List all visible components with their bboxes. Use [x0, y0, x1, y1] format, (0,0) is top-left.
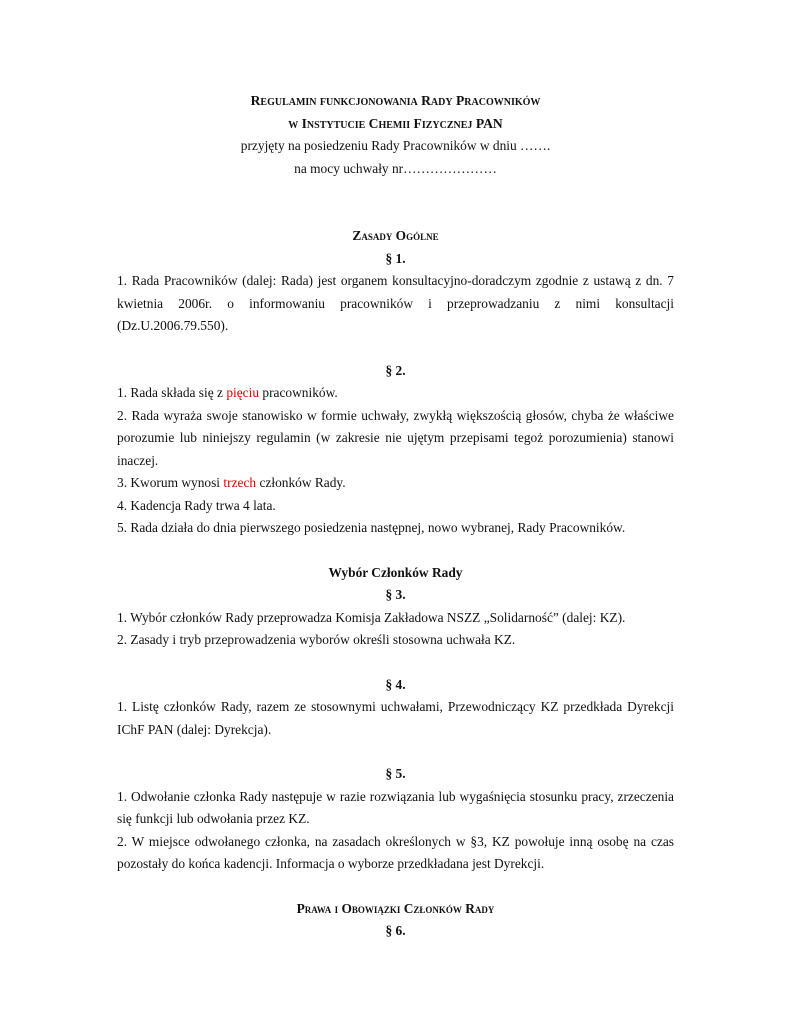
spacer [117, 741, 674, 763]
spacer [117, 338, 674, 360]
p5-item-1: 1. Odwołanie członka Rady następuje w razie rozwiązania lub wygaśnięcia stosunku pracy, zrzeczenia się funkcji lub odwołania przez KZ. [117, 788, 674, 826]
document-body [117, 90, 674, 943]
p2-item-2: 2. Rada wyraża swoje stanowisko w formie uchwały, zwykłą większością głosów, chyba że właściwe porozumie lub niniejszy regulamin (w zakresie nie ujętym przepisami tegoż porozumienia) stanowi inaczej. [117, 407, 674, 468]
paragraph-mark-6: § 6. [385, 923, 406, 938]
p2-item-3-text-a: 3. Kworum wynosi [117, 475, 224, 490]
spacer [117, 540, 674, 562]
document-title-line-1: Regulamin funkcjonowania Rady Pracowników [250, 93, 541, 108]
resolution-note: na mocy uchwały nr………………… [294, 160, 497, 176]
p4-item-1: 1. Listę członków Rady, razem ze stosownymi uchwałami, Przewodniczący KZ przedkłada Dyrekcji IChF PAN (dalej: Dyrekcja). [117, 699, 674, 737]
p2-item-3-highlight: trzech [223, 475, 257, 490]
p2-item-3-text-b: członków Rady. [256, 475, 346, 490]
p2-item-1-text-b: pracowników. [259, 385, 338, 400]
section-heading-election: Wybór Członków Rady [328, 564, 463, 580]
spacer [117, 180, 674, 225]
section-heading-general: Zasady Ogólne [352, 228, 439, 243]
spacer [117, 876, 674, 898]
p1-item-1: 1. Rada Pracowników (dalej: Rada) jest organem konsultacyjno-doradczym zgodnie z ustawą z dn. 7 kwietnia 2006r. o informowaniu pracowników i przeprowadzaniu z nimi konsultacji (Dz.U.2006.79.550). [117, 273, 674, 333]
spacer [117, 652, 674, 674]
section-heading-rights: Prawa i Obowiązki Członków Rady [296, 900, 495, 916]
p5-item-2: 2. W miejsce odwołanego członka, na zasadach określonych w §3, KZ powołuje inną osobę na czas pozostały do końca kadencji. Informacja o wyborze przedkładana jest Dyrekcji. [117, 833, 674, 871]
paragraph-mark-2: § 2. [385, 362, 406, 378]
paragraph-mark-3: § 3. [385, 587, 406, 602]
paragraph-mark-1: § 1. [385, 250, 406, 266]
p2-item-3 [117, 472, 674, 495]
p2-item-1 [117, 382, 674, 405]
paragraph-mark-4: § 4. [385, 676, 406, 692]
p3-item-2: 2. Zasady i tryb przeprowadzenia wyborów określi stosowna uchwała KZ. [117, 632, 516, 647]
p3-item-1: 1. Wybór członków Rady przeprowadza Komisja Zakładowa NSZZ „Solidarność” (dalej: KZ). [117, 609, 626, 625]
p2-item-1-highlight: pięciu [226, 385, 260, 400]
p2-item-1-text-a: 1. Rada składa się z [117, 385, 227, 400]
document-title-line-2: w Instytucie Chemii Fizycznej PAN [288, 115, 503, 131]
p2-item-5: 5. Rada działa do dnia pierwszego posiedzenia następnej, nowo wybranej, Rady Pracowników. [117, 520, 626, 535]
paragraph-mark-5: § 5. [385, 766, 406, 781]
adoption-note: przyjęty na posiedzeniu Rady Pracowników w dniu ……. [240, 138, 551, 153]
p2-item-4: 4. Kadencja Rady trwa 4 lata. [117, 497, 276, 513]
